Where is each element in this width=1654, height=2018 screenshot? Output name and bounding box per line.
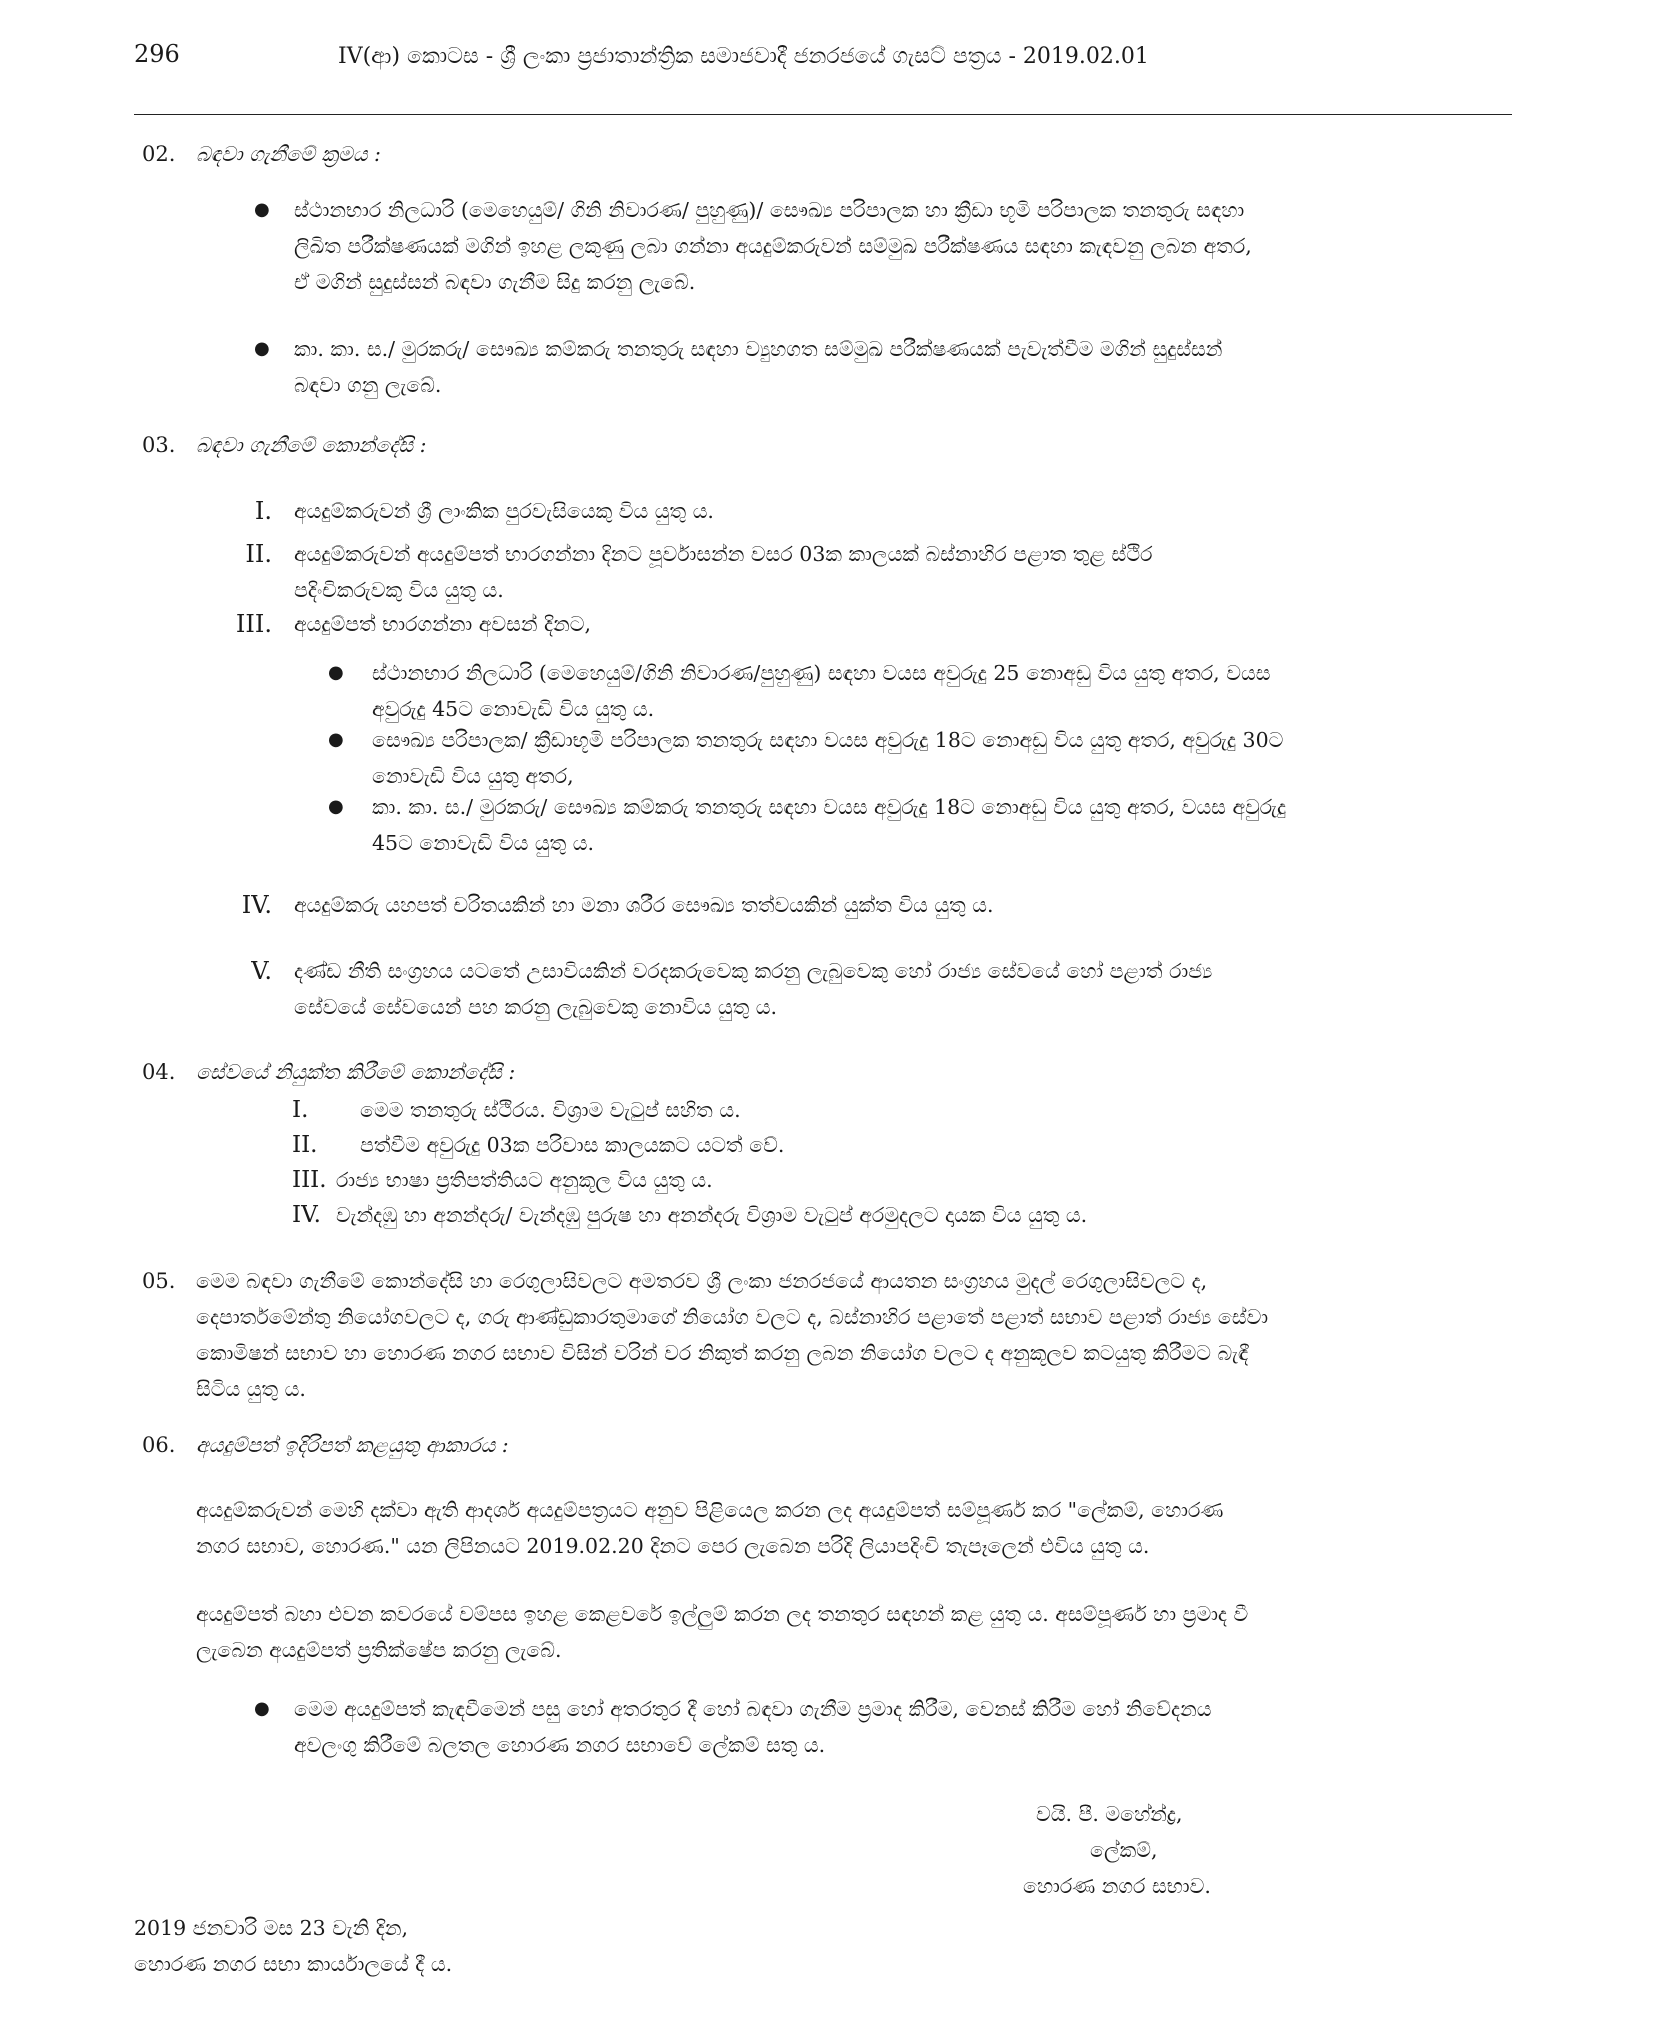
section-heading: බඳවා ගැනීමේ කොන්දේසි : xyxy=(196,433,427,457)
appointment-condition: මෙම තනතුරු ස්ථිරය. විශ්‍රාම වැටුප් සහිත ය. xyxy=(360,1098,741,1122)
roman-label: I. xyxy=(254,497,272,525)
section-number: 04. xyxy=(142,1060,176,1084)
condition-text: දණ්ඩ නීති සංග්‍රහය යටතේ උසාවියකින් වරදකරුවෙකු කරනු ලැබුවෙකු හෝ රාජ්‍ය සේවයේ හෝ පළාත් රාජ්‍ය xyxy=(294,959,1213,983)
appointment-condition: වැන්දඹු හා අනන්දරු/ වැන්දඹු පුරුෂ හා අනන්දරු විශ්‍රාම වැටුප් අරමුදලට දායක විය යුතු ය. xyxy=(336,1203,1088,1227)
paragraph-line: කා. කා. ස./ මුරකරු/ සෞඛ්‍ය කම්කරු තනතුරු සඳහා ව්‍යුහගත සම්මුඛ පරීක්ෂණයක් පැවැත්වීම මගින් සුදුස්සන් xyxy=(294,337,1223,361)
paragraph-line: දෙපාර්තමේන්තු නියෝගවලට ද, ගරු ආණ්ඩුකාරතුමාගේ නියෝග වලට ද, බස්නාහිර පළාතේ පළාත් සභාව පළාත් රාජ්‍ය සේවා xyxy=(196,1305,1269,1329)
paragraph-line: කොමිෂන් සභාව හා හොරණ නගර සභාව විසින් වරින් වර නිකුත් කරනු ලබන නියෝග වලට ද අනුකූලව කටයුතු කිරීමට බැඳී xyxy=(196,1341,1249,1365)
header-divider xyxy=(134,114,1512,115)
condition-text: අයදුම්කරුවන් ශ්‍රී ලාංකික පුරවැසියෙකු විය යුතු ය. xyxy=(294,499,714,523)
appointment-condition: පත්වීම අවුරුදු 03ක පරිවාස කාලයකට යටත් වේ. xyxy=(360,1133,785,1157)
paragraph-line: ලිඛිත පරීක්ෂණයක් මගින් ඉහළ ලකුණු ලබා ගන්නා අයදුම්කරුවන් සම්මුඛ පරීක්ෂණය සඳහා කැඳවනු ලබන අතර, xyxy=(294,234,1252,258)
bullet-dot: ● xyxy=(254,338,270,359)
roman-label: IV. xyxy=(292,1202,321,1228)
age-condition-line: අවුරුදු 45ට නොවැඩි විය යුතු ය. xyxy=(372,697,655,721)
page-number: 296 xyxy=(134,40,180,68)
roman-label: V. xyxy=(251,957,272,985)
roman-label: II. xyxy=(292,1132,318,1158)
bullet-dot: ● xyxy=(328,796,344,817)
condition-text: අයදුම්කරු යහපත් චරිතයකින් හා මනා ශරීර සෞඛ්‍ය තත්වයකින් යුක්ත විය යුතු ය. xyxy=(294,893,994,917)
paragraph-line: මෙම අයදුම්පත් කැඳවීමෙන් පසු හෝ අතරතුර දී හෝ බඳවා ගැනීම ප්‍රමාද කිරීම, වෙනස් කිරීම හෝ නිවේදනය xyxy=(294,1697,1212,1721)
section-number: 06. xyxy=(142,1433,176,1457)
paragraph-line: අවලංගු කිරීමේ බලතල හොරණ නගර සභාවේ ලේකම් සතු ය. xyxy=(294,1733,826,1757)
section-heading: බඳවා ගැනීමේ ක්‍රමය : xyxy=(196,142,381,166)
age-condition-line: කා. කා. ස./ මුරකරු/ සෞඛ්‍ය කම්කරු තනතුරු සඳහා වයස අවුරුදු 18ට නොඅඩු විය යුතු අතර, වයස අවුරුදු xyxy=(372,795,1287,819)
paragraph-line: මෙම බඳවා ගැනීමේ කොන්දේසි හා රෙගුලාසිවලට අමතරව ශ්‍රී ලංකා ජනරජයේ ආයතන සංග්‍රහය මුදල් රෙගුලාසිවලට ද, xyxy=(196,1269,1208,1293)
roman-label: I. xyxy=(292,1097,309,1123)
age-condition-line: සෞඛ්‍ය පරිපාලක/ ක්‍රීඩාභූමි පරිපාලක තනතුරු සඳහා වයස අවුරුදු 18ට නොඅඩු විය යුතු අතර, අවුරුදු 30ට xyxy=(372,728,1284,752)
condition-text: සේවයේ සේවයෙන් පහ කරනු ලැබුවෙකු නොවිය යුතු ය. xyxy=(294,995,778,1019)
condition-text: අයදුම්කරුවන් අයදුම්පත් භාරගන්නා දිනට පූර්වාසන්න වසර 03ක කාලයක් බස්නාහිර පළාත තුළ ස්ථිර xyxy=(294,542,1153,566)
age-condition-line: නොවැඩි විය යුතු අතර, xyxy=(372,764,574,788)
bullet-dot: ● xyxy=(254,1698,270,1719)
roman-label: III. xyxy=(235,610,272,638)
age-condition-line: 45ට නොවැඩි විය යුතු ය. xyxy=(372,831,595,855)
bullet-dot: ● xyxy=(328,729,344,750)
paragraph-line: නගර සභාව, හොරණ." යන ලිපිනයට 2019.02.20 දිනට පෙර ලැබෙන පරිදි ලියාපදිංචි තැපෑලෙන් එවිය යුතු ය. xyxy=(196,1534,1150,1558)
paragraph-line: ඒ මගින් සුදුස්සන් බඳවා ගැනීම සිදු කරනු ලැබේ. xyxy=(294,270,696,294)
bullet-dot: ● xyxy=(254,199,270,220)
paragraph-line: සිටිය යුතු ය. xyxy=(196,1377,306,1401)
bullet-dot: ● xyxy=(328,662,344,683)
roman-label: III. xyxy=(292,1167,327,1193)
appointment-condition: රාජ්‍ය භාෂා ප්‍රතිපත්තියට අනුකූල විය යුතු ය. xyxy=(336,1168,713,1192)
roman-label: II. xyxy=(245,540,272,568)
section-number: 02. xyxy=(142,142,176,166)
paragraph-line: අයදුම්පත් බහා එවන කවරයේ වම්පස ඉහළ කෙළවරේ ඉල්ලුම් කරන ලද තනතුර සඳහන් කළ යුතු ය. අසම්පූර්ණ හා ප්‍රමාද වී xyxy=(196,1602,1249,1626)
section-number: 05. xyxy=(142,1269,176,1293)
paragraph-line: ස්ථානභාර නිලධාරි (මෙහෙයුම්/ ගිනි නිවාරණ/ පුහුණු)/ සෞඛ්‍ය පරිපාලක හා ක්‍රීඩා භූමි පරිපාලක තනතුරු සඳහා xyxy=(294,198,1245,222)
roman-label: IV. xyxy=(241,891,272,919)
signatory-name: වයි. පී. මහේන්ද්‍ර, xyxy=(1036,1802,1183,1826)
paragraph-line: ලැබෙන අයදුම්පත් ප්‍රතික්ෂේප කරනු ලැබේ. xyxy=(196,1638,562,1662)
signatory-organization: හොරණ නගර සභාව. xyxy=(1023,1874,1211,1898)
section-heading: අයදුම්පත් ඉදිරිපත් කළයුතු ආකාරය : xyxy=(196,1433,509,1457)
issue-date: 2019 ජනවාරි මස 23 වැනි දින, xyxy=(134,1916,409,1940)
gazette-header-title: IV(ආ) කොටස - ශ්‍රී ලංකා ප්‍රජාතාන්ත්‍රික සමාජවාදී ජනරජයේ ගැසට් පත්‍රය - 2019.02.01 xyxy=(338,44,1149,69)
paragraph-line: බඳවා ගනු ලැබේ. xyxy=(294,373,442,397)
section-heading: සේවයේ නියුක්ත කිරීමේ කොන්දේසි : xyxy=(196,1060,516,1084)
condition-text: අයදුම්පත් භාරගන්නා අවසන් දිනට, xyxy=(294,612,591,636)
section-number: 03. xyxy=(142,433,176,457)
signatory-title: ලේකම්, xyxy=(1090,1838,1158,1862)
condition-text: පදිංචිකරුවකු විය යුතු ය. xyxy=(294,578,504,602)
issue-place: හොරණ නගර සභා කාර්යාලයේ දී ය. xyxy=(134,1952,453,1976)
age-condition-line: ස්ථානභාර නිලධාරි (මෙහෙයුම්/ගිනි නිවාරණ/පුහුණු) සඳහා වයස අවුරුදු 25 නොඅඩු විය යුතු අතර, වයස xyxy=(372,661,1271,685)
paragraph-line: අයදුම්කරුවන් මෙහි දක්වා ඇති ආදර්ශ අයදුම්පත්‍රයට අනුව පිළියෙල කරන ලද අයදුම්පත් සම්පූර්ණ කර "ලේකම්, හොරණ xyxy=(196,1498,1224,1522)
